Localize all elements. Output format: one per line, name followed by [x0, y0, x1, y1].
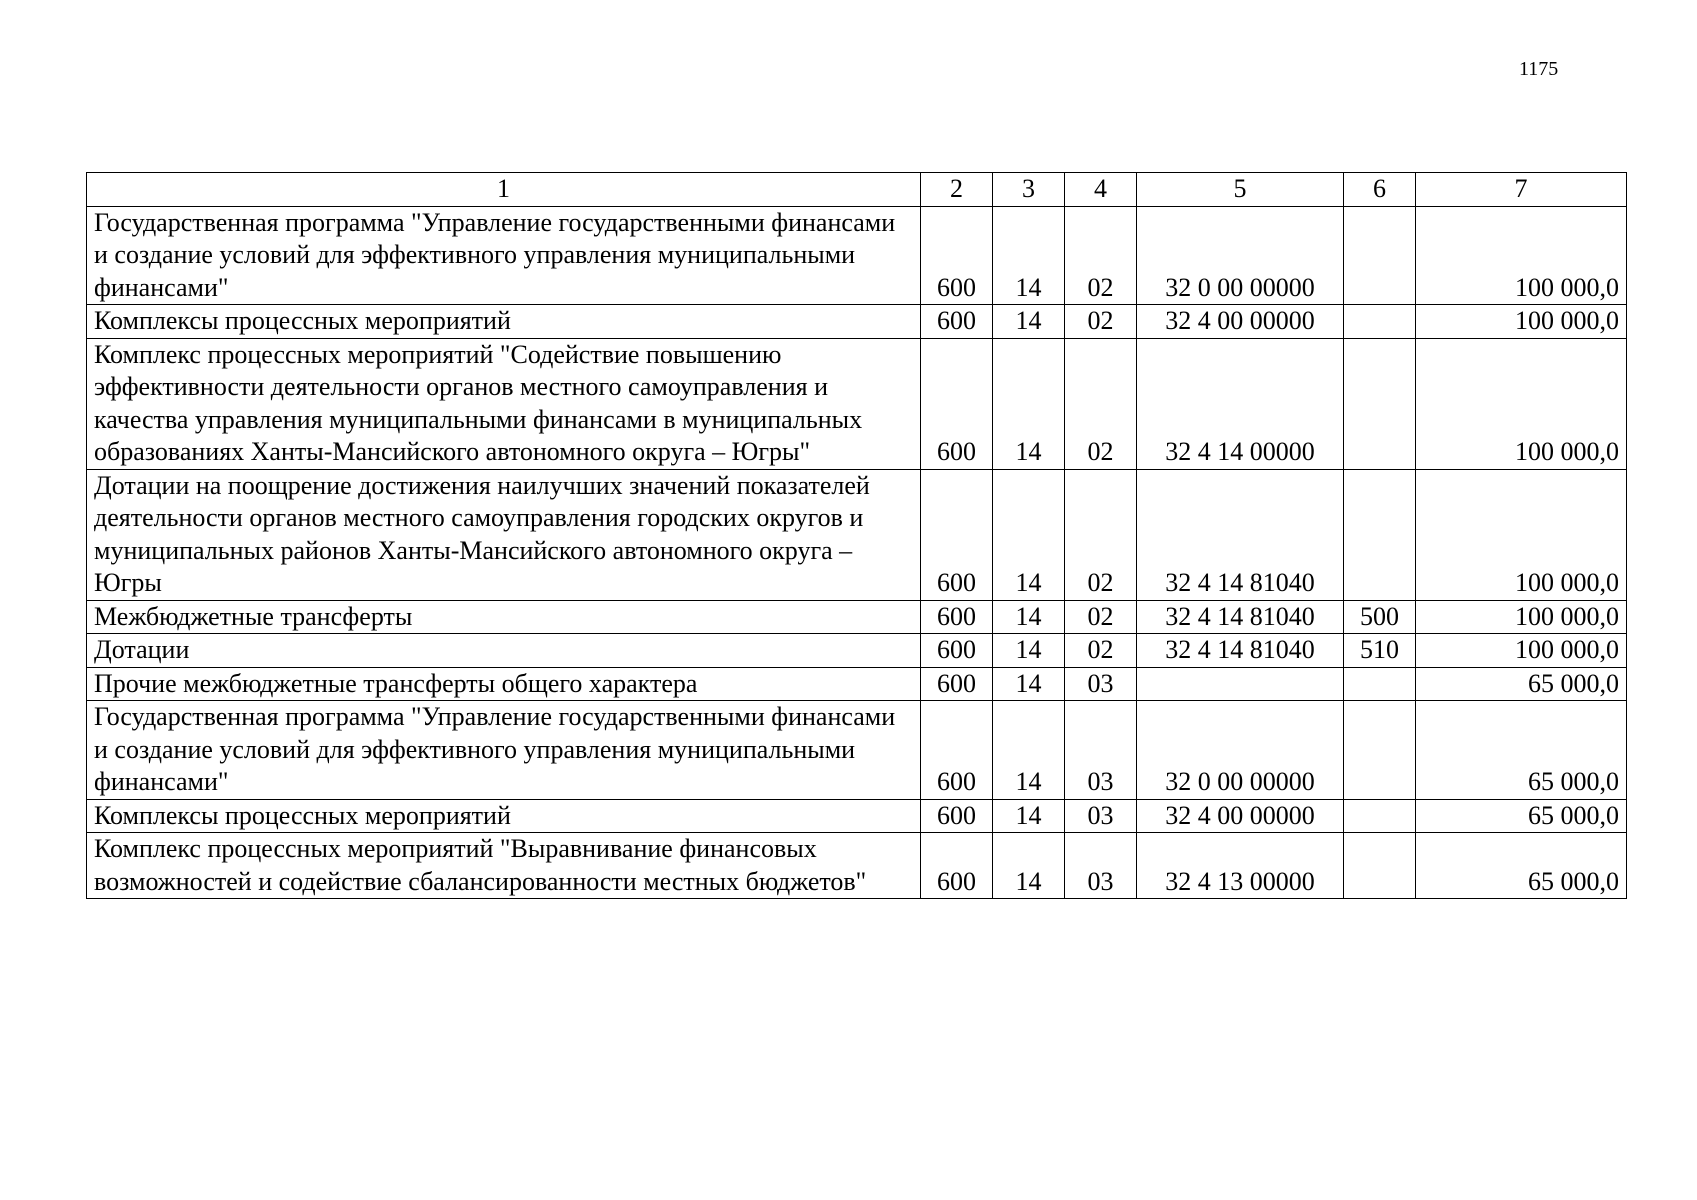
row-code-cell: 600	[921, 799, 993, 833]
row-expense-type-cell	[1344, 469, 1416, 600]
row-name-cell: Комплекс процессных мероприятий "Содействие повышению эффективности деятельности органов местного самоуправления и качества управления муниципальными финансами в муниципальных образованиях Ханты-Мансийского автономного округа – Югры"	[87, 338, 921, 469]
row-amount-cell: 100 000,0	[1416, 206, 1627, 305]
row-amount-cell: 65 000,0	[1416, 799, 1627, 833]
row-name-cell: Межбюджетные трансферты	[87, 600, 921, 634]
header-cell: 5	[1137, 173, 1344, 207]
row-amount-cell: 100 000,0	[1416, 634, 1627, 668]
row-target-article-cell: 32 4 14 00000	[1137, 338, 1344, 469]
row-expense-type-cell: 500	[1344, 600, 1416, 634]
row-section-cell: 14	[993, 634, 1065, 668]
row-expense-type-cell	[1344, 338, 1416, 469]
row-code-cell: 600	[921, 833, 993, 899]
row-target-article-cell: 32 4 14 81040	[1137, 469, 1344, 600]
row-subsection-cell: 03	[1065, 701, 1137, 800]
row-target-article-cell: 32 4 13 00000	[1137, 833, 1344, 899]
row-name-cell: Комплексы процессных мероприятий	[87, 305, 921, 339]
row-subsection-cell: 02	[1065, 600, 1137, 634]
row-expense-type-cell	[1344, 833, 1416, 899]
page-number: 1175	[1519, 58, 1559, 80]
row-section-cell: 14	[993, 600, 1065, 634]
row-expense-type-cell	[1344, 305, 1416, 339]
table-row	[87, 305, 1627, 339]
row-name-cell: Дотации на поощрение достижения наилучших значений показателей деятельности органов местного самоуправления городских округов и муниципальных районов Ханты-Мансийского автономного округа – Югры	[87, 469, 921, 600]
row-section-cell: 14	[993, 701, 1065, 800]
row-code-cell: 600	[921, 469, 993, 600]
row-subsection-cell: 02	[1065, 634, 1137, 668]
row-section-cell: 14	[993, 667, 1065, 701]
table-row	[87, 667, 1627, 701]
table-row	[87, 701, 1627, 800]
row-target-article-cell: 32 0 00 00000	[1137, 206, 1344, 305]
table-row	[87, 799, 1627, 833]
row-section-cell: 14	[993, 833, 1065, 899]
row-name-cell: Дотации	[87, 634, 921, 668]
table-row	[87, 206, 1627, 305]
row-code-cell: 600	[921, 600, 993, 634]
row-name-cell: Комплексы процессных мероприятий	[87, 799, 921, 833]
row-subsection-cell: 02	[1065, 469, 1137, 600]
row-amount-cell: 100 000,0	[1416, 305, 1627, 339]
row-section-cell: 14	[993, 338, 1065, 469]
row-amount-cell: 100 000,0	[1416, 469, 1627, 600]
row-subsection-cell: 02	[1065, 338, 1137, 469]
row-amount-cell: 65 000,0	[1416, 833, 1627, 899]
budget-table	[86, 172, 1627, 899]
table-row	[87, 634, 1627, 668]
row-target-article-cell: 32 4 00 00000	[1137, 799, 1344, 833]
row-expense-type-cell	[1344, 701, 1416, 800]
row-name-cell: Государственная программа "Управление государственными финансами и создание условий для эффективного управления муниципальными финансами"	[87, 206, 921, 305]
row-expense-type-cell	[1344, 799, 1416, 833]
row-subsection-cell: 03	[1065, 667, 1137, 701]
table-row	[87, 600, 1627, 634]
row-code-cell: 600	[921, 206, 993, 305]
table-row	[87, 833, 1627, 899]
row-target-article-cell: 32 4 00 00000	[1137, 305, 1344, 339]
row-amount-cell: 65 000,0	[1416, 667, 1627, 701]
header-cell: 4	[1065, 173, 1137, 207]
row-section-cell: 14	[993, 799, 1065, 833]
header-cell: 6	[1344, 173, 1416, 207]
row-section-cell: 14	[993, 305, 1065, 339]
header-cell: 7	[1416, 173, 1627, 207]
row-code-cell: 600	[921, 701, 993, 800]
row-name-cell: Комплекс процессных мероприятий "Выравнивание финансовых возможностей и содействие сбалансированности местных бюджетов"	[87, 833, 921, 899]
row-section-cell: 14	[993, 206, 1065, 305]
row-expense-type-cell	[1344, 206, 1416, 305]
table-row	[87, 338, 1627, 469]
row-amount-cell: 65 000,0	[1416, 701, 1627, 800]
row-target-article-cell: 32 4 14 81040	[1137, 600, 1344, 634]
row-target-article-cell: 32 0 00 00000	[1137, 701, 1344, 800]
row-section-cell: 14	[993, 469, 1065, 600]
row-amount-cell: 100 000,0	[1416, 338, 1627, 469]
row-name-cell: Прочие межбюджетные трансферты общего характера	[87, 667, 921, 701]
row-target-article-cell	[1137, 667, 1344, 701]
row-code-cell: 600	[921, 305, 993, 339]
table-row	[87, 469, 1627, 600]
row-code-cell: 600	[921, 634, 993, 668]
row-amount-cell: 100 000,0	[1416, 600, 1627, 634]
header-cell: 2	[921, 173, 993, 207]
row-expense-type-cell	[1344, 667, 1416, 701]
row-code-cell: 600	[921, 338, 993, 469]
row-target-article-cell: 32 4 14 81040	[1137, 634, 1344, 668]
row-expense-type-cell: 510	[1344, 634, 1416, 668]
row-name-cell: Государственная программа "Управление государственными финансами и создание условий для эффективного управления муниципальными финансами"	[87, 701, 921, 800]
header-cell: 1	[87, 173, 921, 207]
header-cell: 3	[993, 173, 1065, 207]
row-subsection-cell: 02	[1065, 305, 1137, 339]
row-subsection-cell: 02	[1065, 206, 1137, 305]
row-code-cell: 600	[921, 667, 993, 701]
row-subsection-cell: 03	[1065, 799, 1137, 833]
row-subsection-cell: 03	[1065, 833, 1137, 899]
table-header-row	[87, 173, 1627, 207]
